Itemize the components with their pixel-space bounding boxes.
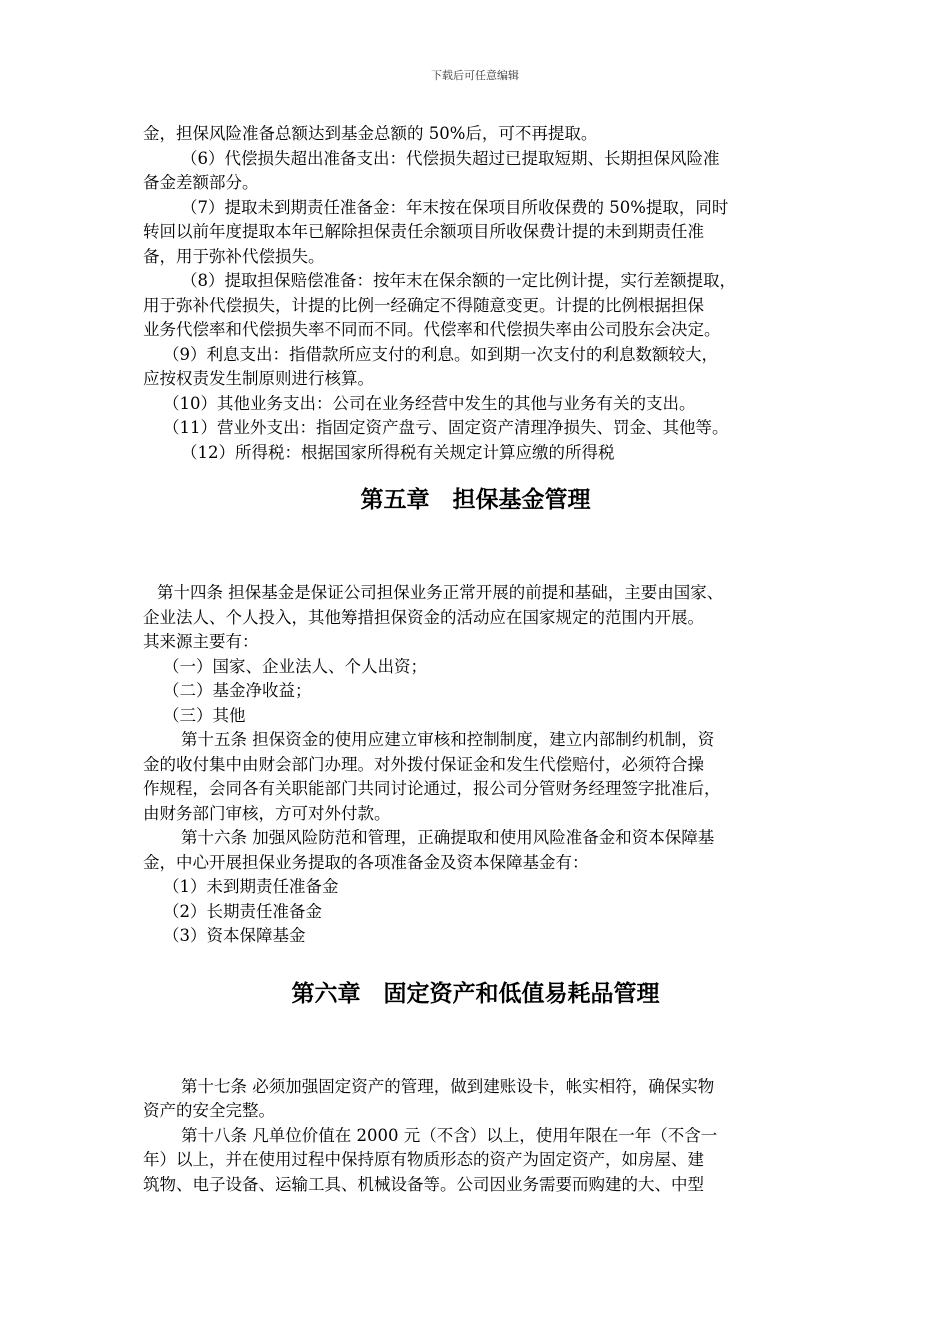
paragraph-line: （6）代偿损失超出准备支出：代偿损失超过已提取短期、长期担保风险准 <box>181 148 720 168</box>
paragraph-line: （三）其他 <box>163 705 246 725</box>
paragraph-line: （12）所得税：根据国家所得税有关规定计算应缴的所得税 <box>181 442 615 462</box>
paragraph-line: （2）长期责任准备金 <box>163 901 322 921</box>
paragraph-line: （二）基金净收益； <box>163 681 312 700</box>
paragraph-line: 金，担保风险准备总额达到基金总额的 50%后，可不再提取。 <box>143 124 598 143</box>
paragraph-line: 作规程，会同各有关职能部门共同讨论通过，报公司分管财务经理签字批准后， <box>143 779 721 798</box>
paragraph-line: 第十七条 必须加强固定资产的管理，做到建账设卡，帐实相符，确保实物 <box>181 1076 715 1096</box>
paragraph-line: 其来源主要有： <box>143 632 259 651</box>
chapter-heading: 第六章 固定资产和低值易耗品管理 <box>291 979 660 1007</box>
document-body <box>143 122 808 1197</box>
paragraph-line: 业务代偿率和代偿损失率不同而不同。代偿率和代偿损失率由公司股东会决定。 <box>143 320 721 339</box>
paragraph-line: 第十五条 担保资金的使用应建立审核和控制制度，建立内部制约机制，资 <box>181 730 715 749</box>
paragraph-line: 第十八条 凡单位价值在 2000 元（不含）以上，使用年限在一年（不含一 <box>181 1125 718 1145</box>
paragraph-line: 第十六条 加强风险防范和管理，正确提取和使用风险准备金和资本保障基 <box>181 828 715 847</box>
paragraph-line: 用于弥补代偿损失，计提的比例一经确定不得随意变更。计提的比例根据担保 <box>143 295 704 315</box>
paragraph-line: （10）其他业务支出：公司在业务经营中发生的其他与业务有关的支出。 <box>163 393 696 413</box>
paragraph-line: 备金差额部分。 <box>143 173 259 192</box>
paragraph-line: 应按权责发生制原则进行核算。 <box>143 369 374 388</box>
chapter-heading: 第五章 担保基金管理 <box>360 486 591 513</box>
paragraph-line: （3）资本保障基金 <box>163 926 306 945</box>
paragraph-line: （7）提取未到期责任准备金：年末按在保项目所收保费的 50%提取，同时 <box>181 197 729 217</box>
paragraph-line: 资产的安全完整。 <box>143 1101 275 1120</box>
paragraph-line: （8）提取担保赔偿准备：按年末在保余额的一定比例计提，实行差额提取， <box>181 271 736 290</box>
paragraph-line: 由财务部门审核，方可对外付款。 <box>143 803 391 823</box>
paragraph-line: （1）未到期责任准备金 <box>163 877 339 896</box>
paragraph-line: 第十四条 担保基金是保证公司担保业务正常开展的前提和基础，主要由国家、 <box>157 583 724 602</box>
paragraph-line: 年）以上，并在使用过程中保持原有物质形态的资产为固定资产，如房屋、建 <box>143 1150 704 1169</box>
page-header: 下载后可任意编辑 <box>431 69 519 82</box>
paragraph-line: 金的收付集中由财会部门办理。对外拨付保证金和发生代偿赔付，必须符合操 <box>143 754 704 774</box>
paragraph-line: 筑物、电子设备、运输工具、机械设备等。公司因业务需要而购建的大、中型 <box>143 1174 704 1194</box>
paragraph-line: （一）国家、企业法人、个人出资； <box>163 656 427 676</box>
paragraph-line: 企业法人、个人投入，其他筹措担保资金的活动应在国家规定的范围内开展。 <box>143 607 704 627</box>
paragraph-line: 转回以前年度提取本年已解除担保责任余额项目所收保费计提的未到期责任准 <box>143 222 704 241</box>
paragraph-line: 金，中心开展担保业务提取的各项准备金及资本保障基金有： <box>143 852 589 872</box>
paragraph-line: 备，用于弥补代偿损失。 <box>143 246 325 266</box>
paragraph-line: （11）营业外支出：指固定资产盘亏、固定资产清理净损失、罚金、其他等。 <box>163 418 729 437</box>
paragraph-line: （9）利息支出：指借款所应支付的利息。如到期一次支付的利息数额较大， <box>163 344 718 364</box>
